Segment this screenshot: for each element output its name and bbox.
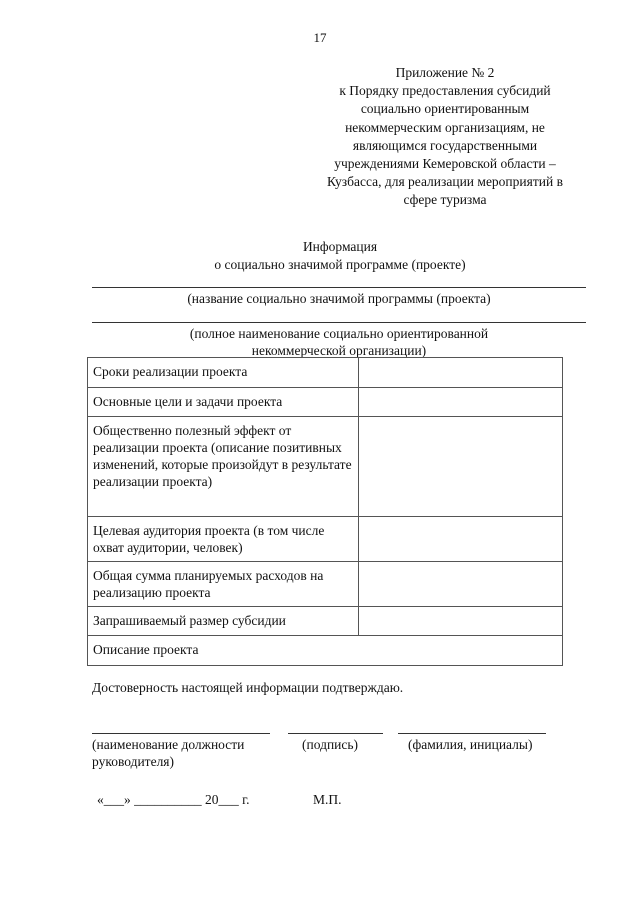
position-caption-line: руководителя) — [92, 754, 175, 769]
organization-caption-line: (полное наименование социально ориентированной — [189, 326, 489, 341]
organization-name-line[interactable] — [92, 322, 586, 323]
row-label: Общественно полезный эффект от реализации проекта (описание позитивных изменений, которые произойдут в результате реализации проекта) — [88, 417, 359, 517]
position-caption-line: (наименование должности — [92, 737, 245, 752]
project-description-cell[interactable]: Описание проекта — [88, 636, 563, 666]
name-line[interactable] — [398, 733, 546, 734]
row-label: Общая сумма планируемых расходов на реализацию проекта — [88, 562, 359, 607]
page-number: 17 — [313, 30, 327, 45]
program-name-caption: (название социально значимой программы (проекта) — [187, 291, 491, 306]
row-value-cell[interactable] — [359, 388, 563, 417]
row-label: Запрашиваемый размер субсидии — [88, 607, 359, 636]
row-label: Основные цели и задачи проекта — [88, 388, 359, 417]
table-row — [88, 607, 563, 636]
table-row — [88, 388, 563, 417]
table-row — [88, 417, 563, 517]
date-line: «___» __________ 20___ г. — [97, 792, 250, 807]
signature-line[interactable] — [288, 733, 383, 734]
appendix-line: социально ориентированным — [360, 101, 530, 117]
position-line[interactable] — [92, 733, 270, 734]
row-value-cell[interactable] — [359, 417, 563, 517]
appendix-line: учреждениями Кемеровской области – — [334, 156, 556, 172]
row-value-cell[interactable] — [359, 562, 563, 607]
stamp-label: М.П. — [313, 792, 342, 807]
organization-caption — [92, 325, 586, 359]
appendix-header — [305, 64, 585, 210]
name-caption: (фамилия, инициалы) — [408, 737, 533, 752]
organization-caption-line: некоммерческой организации) — [251, 343, 427, 358]
confirmation-text: Достоверность настоящей информации подтверждаю. — [92, 680, 404, 695]
table-row — [88, 358, 563, 388]
table-row — [88, 517, 563, 562]
table-row — [88, 562, 563, 607]
appendix-line: Приложение № 2 — [395, 65, 495, 80]
row-label: Целевая аудитория проекта (в том числе охват аудитории, человек) — [88, 517, 359, 562]
signature-caption: (подпись) — [302, 737, 359, 752]
title-line: Информация — [302, 239, 378, 254]
position-caption — [92, 736, 244, 770]
table-row — [88, 636, 563, 666]
subtitle-line: о социально значимой программе (проекте) — [214, 257, 466, 272]
row-value-cell[interactable] — [359, 358, 563, 388]
appendix-line: Кузбасса, для реализации мероприятий в — [327, 174, 563, 190]
project-info-table — [87, 357, 563, 666]
appendix-line: являющимся государственными — [352, 137, 538, 153]
program-name-line[interactable] — [92, 287, 586, 288]
appendix-line: некоммерческим организациям, не — [345, 119, 545, 135]
appendix-line: сфере туризма — [403, 192, 487, 208]
row-value-cell[interactable] — [359, 517, 563, 562]
row-label: Сроки реализации проекта — [88, 358, 359, 388]
row-value-cell[interactable] — [359, 607, 563, 636]
document-title — [80, 238, 600, 274]
appendix-line: к Порядку предоставления субсидий — [339, 83, 551, 99]
